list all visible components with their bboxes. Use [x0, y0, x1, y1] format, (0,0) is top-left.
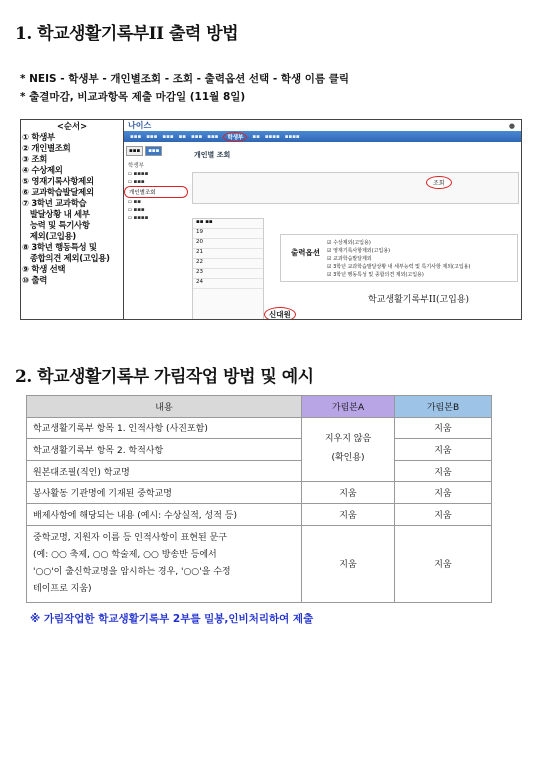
table-cell: 지움: [395, 525, 492, 602]
table-cell: 학교생활기록부 항목 1. 인적사항 (사진포함): [27, 417, 302, 439]
table-row: [27, 439, 492, 461]
menu-item[interactable]: ▪▪▪: [162, 133, 174, 140]
student-grid: [192, 218, 264, 320]
step-item: ⑧ 3학년 행동특성 및 종합의견 제외(고입용): [22, 242, 110, 263]
table-cell: 지움: [395, 503, 492, 525]
steps-panel: [21, 120, 124, 319]
step-item: ⑨ 학생 선택: [22, 264, 66, 274]
menu-item[interactable]: ▪▪▪: [130, 133, 142, 140]
column-header: 가림본B: [395, 396, 492, 418]
tree-item[interactable]: ▫ ▪▪▪▪: [128, 171, 149, 177]
menu-item[interactable]: ▪▪▪: [146, 133, 158, 140]
steps-list: [21, 132, 123, 286]
step-item: ⑩ 출력: [22, 275, 47, 285]
option-label: 영재기록사항제외(고입용): [333, 248, 391, 254]
instruction-note-1: * NEIS - 학생부 - 개인별조회 - 조회 - 출력옵션 선택 - 학생 이름 클릭: [20, 73, 350, 85]
menu-item[interactable]: ▪▪▪▪: [284, 133, 300, 140]
option-label: 교과학습발달제외: [333, 256, 372, 262]
view-button[interactable]: 조회: [426, 176, 452, 189]
step-item: ⑦ 3학년 교과학습 발달상황 내 세부 능력 및 특기사항 제외(고입용): [22, 198, 90, 241]
top-menu: [124, 131, 521, 142]
tree-item[interactable]: 학생부: [128, 163, 144, 169]
table-cell: 배제사항에 해당되는 내용 (예시: 수상실적, 성적 등): [27, 503, 302, 525]
table-cell: 지움: [302, 525, 395, 602]
menu-item[interactable]: ▪▪: [178, 133, 187, 140]
step-item: ④ 수상제외: [22, 165, 63, 175]
left-nav-tabs: [124, 142, 188, 160]
print-options-box: [280, 234, 518, 282]
neis-app-window: [124, 120, 521, 319]
table-cell-merged: 지우지 않음 (확인용): [302, 417, 395, 482]
grid-row[interactable]: 22: [193, 259, 263, 269]
tab-left-active[interactable]: ▪▪▪: [145, 146, 162, 156]
neis-logo: 나이스: [128, 121, 152, 130]
option-label: 수상제외(고입용): [333, 240, 371, 246]
grid-row[interactable]: 20: [193, 239, 263, 249]
option-label: 3학년 교과학습발달상황 내 세부능력 및 특기사항 제외(고입용): [333, 264, 471, 270]
page-title: 개인별 조회: [194, 151, 231, 159]
section1-title: 1. 학교생활기록부II 출력 방법: [15, 24, 239, 44]
table-row: [27, 503, 492, 525]
table-cell: 지움: [302, 503, 395, 525]
print-options-label: 출력옵션: [291, 248, 320, 257]
instruction-note-2: * 출결마감, 비교과항목 제출 마감일 (11월 8일): [20, 91, 246, 103]
table-row: [27, 417, 492, 439]
tree-item-individual-view[interactable]: 개인별조회: [124, 186, 188, 198]
main-panel: [188, 142, 521, 319]
option-checkbox[interactable]: ☑ 3학년 교과학습발달상황 내 세부능력 및 특기사항 제외(고입용): [327, 264, 471, 270]
tree-item[interactable]: ▫ ▪▪: [128, 199, 141, 205]
footnote: ※ 가림작업한 학교생활기록부 2부를 밀봉,인비처리하여 제출: [30, 613, 314, 625]
neis-screenshot: [20, 119, 522, 320]
option-checkbox[interactable]: ☑ 교과학습발달제외: [327, 256, 372, 262]
column-header: 내용: [27, 396, 302, 418]
table-cell: 봉사활동 기관명에 기재된 중학교명: [27, 482, 302, 504]
tab-left[interactable]: ▪▪▪: [126, 146, 143, 156]
search-filters: [192, 172, 519, 204]
table-cell: 지움: [395, 417, 492, 439]
table-row: [27, 460, 492, 482]
table-cell: 중학교명, 지원자 이름 등 인적사항이 표현된 문구 (예: ○○ 축제, ○○ 학술제, ○○ 방송반 등에서 '○○'이 출신학교명을 암시하는 경우, '○○'을 수정 테이프로 지움): [27, 525, 302, 602]
step-item: ⑥ 교과학습발달제외: [22, 187, 94, 197]
preview-title: 학교생활기록부II(고입용): [368, 295, 470, 305]
grid-row[interactable]: 21: [193, 249, 263, 259]
table-row: [27, 482, 492, 504]
table-cell: 학교생활기록부 항목 2. 학적사항: [27, 439, 302, 461]
option-checkbox[interactable]: ☑ 수상제외(고입용): [327, 240, 371, 246]
option-checkbox[interactable]: ☑ 영재기록사항제외(고입용): [327, 248, 391, 254]
column-header: 가림본A: [302, 396, 395, 418]
option-checkbox[interactable]: ☑ 3학년 행동특성 및 종합의견 제외(고입용): [327, 272, 424, 278]
grid-row[interactable]: 24: [193, 279, 263, 289]
grid-row[interactable]: 23: [193, 269, 263, 279]
table-header-row: [27, 396, 492, 418]
tree-item[interactable]: ▫ ▪▪▪: [128, 207, 145, 213]
table-cell: 지움: [395, 482, 492, 504]
left-nav: [124, 142, 189, 319]
menu-item[interactable]: ▪▪▪: [191, 133, 203, 140]
user-icon: ●: [508, 121, 515, 130]
table-row: [27, 525, 492, 602]
option-label: 3학년 행동특성 및 종합의견 제외(고입용): [333, 272, 424, 278]
step-item: ③ 조회: [22, 154, 47, 164]
menu-item[interactable]: ▪▪▪: [207, 133, 219, 140]
table-cell: 원본대조필(직인) 학교명: [27, 460, 302, 482]
grid-header: ▪▪ ▪▪: [193, 219, 263, 229]
table-cell: 지움: [395, 439, 492, 461]
menu-item[interactable]: ▪▪: [252, 133, 260, 140]
tree-item[interactable]: ▫ ▪▪▪▪: [128, 215, 149, 221]
menu-item[interactable]: ▪▪▪▪: [264, 133, 280, 140]
step-item: ⑤ 영재기록사항제외: [22, 176, 94, 186]
app-header: [124, 120, 521, 131]
table-cell: 지움: [395, 460, 492, 482]
section2-title: 2. 학교생활기록부 가림작업 방법 및 예시: [15, 367, 314, 387]
step-item: ② 개인별조회: [22, 143, 71, 153]
table-cell: 지움: [302, 482, 395, 504]
nav-tree: [124, 160, 188, 222]
menu-item-student-record[interactable]: 학생부: [223, 132, 247, 142]
grid-row[interactable]: 19: [193, 229, 263, 239]
print-options-list: [327, 239, 470, 279]
steps-title: <순서>: [56, 121, 88, 131]
masking-table: [26, 395, 492, 603]
tree-item[interactable]: ▫ ▪▪▪: [128, 179, 145, 185]
step-item: ① 학생부: [22, 132, 55, 142]
student-name-highlight[interactable]: 신대원: [264, 307, 296, 320]
